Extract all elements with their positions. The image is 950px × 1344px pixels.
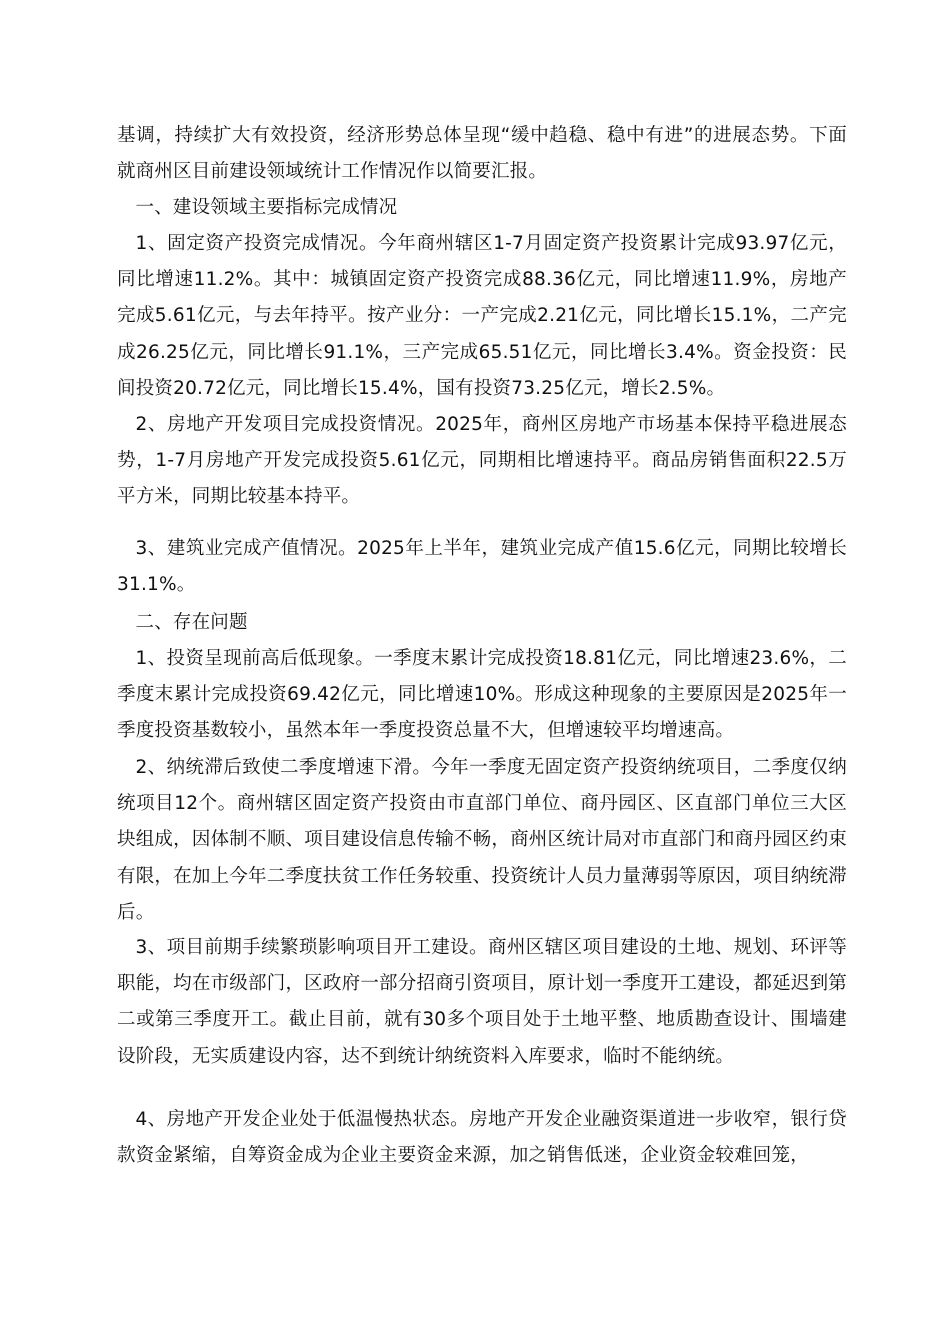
paragraph-issue-1: 1、投资呈现前高后低现象。一季度末累计完成投资18.81亿元，同比增速23.6%，二季度末累计完成投资69.42亿元，同比增速10%。形成这种现象的主要原因是2025年一季度投资基数较小，虽然本年一季度投资总量不大，但增速较平均增速高。 (117, 648, 847, 742)
paragraph-issue-3: 3、项目前期手续繁琐影响项目开工建设。商州区辖区项目建设的土地、规划、环评等职能，均在市级部门，区政府一部分招商引资项目，原计划一季度开工建设，都延迟到第二或第三季度开工。截止目前，就有30多个项目处于土地平整、地质勘查设计、围墙建设阶段，无实质建设内容，达不到统计纳统资料入库要求，临时不能纳统。 (117, 937, 847, 1067)
section-heading-2: 二、存在问题 (135, 612, 248, 633)
paragraph-fixed-asset-investment: 1、固定资产投资完成情况。今年商州辖区1-7月固定资产投资累计完成93.97亿元，同比增速11.2%。其中：城镇固定资产投资完成88.36亿元，同比增速11.9%，房地产完成5.61亿元，与去年持平。按产业分：一产完成2.21亿元，同比增长15.1%，二产完成26.25亿元，同比增长91.1%，三产完成65.51亿元，同比增长3.4%。资金投资：民间投资20.72亿元，同比增长15.4%，国有投资73.25亿元，增长2.5%。 (117, 233, 847, 399)
paragraph-real-estate-investment: 2、房地产开发项目完成投资情况。2025年，商州区房地产市场基本保持平稳进展态势，1-7月房地产开发完成投资5.61亿元，同期相比增速持平。商品房销售面积22.5万平方米，同期比较基本持平。 (117, 414, 847, 508)
paragraph-issue-4: 4、房地产开发企业处于低温慢热状态。房地产开发企业融资渠道进一步收窄，银行贷款资金紧缩，自筹资金成为企业主要资金来源，加之销售低迷，企业资金较难回笼， (117, 1109, 847, 1167)
paragraph-construction-output: 3、建筑业完成产值情况。2025年上半年，建筑业完成产值15.6亿元，同期比较增长31.1%。 (117, 538, 847, 596)
paragraph-intro: 基调，持续扩大有效投资，经济形势总体呈现“缓中趋稳、稳中有进”的进展态势。下面就商州区目前建设领域统计工作情况作以简要汇报。 (117, 125, 847, 183)
section-heading-1: 一、建设领域主要指标完成情况 (135, 197, 398, 218)
paragraph-issue-2: 2、纳统滞后致使二季度增速下滑。今年一季度无固定资产投资纳统项目，二季度仅纳统项目12个。商州辖区固定资产投资由市直部门单位、商丹园区、区直部门单位三大区块组成，因体制不顺、项目建设信息传输不畅，商州区统计局对市直部门和商丹园区约束有限，在加上今年二季度扶贫工作任务较重、投资统计人员力量薄弱等原因，项目纳统滞后。 (117, 757, 848, 923)
